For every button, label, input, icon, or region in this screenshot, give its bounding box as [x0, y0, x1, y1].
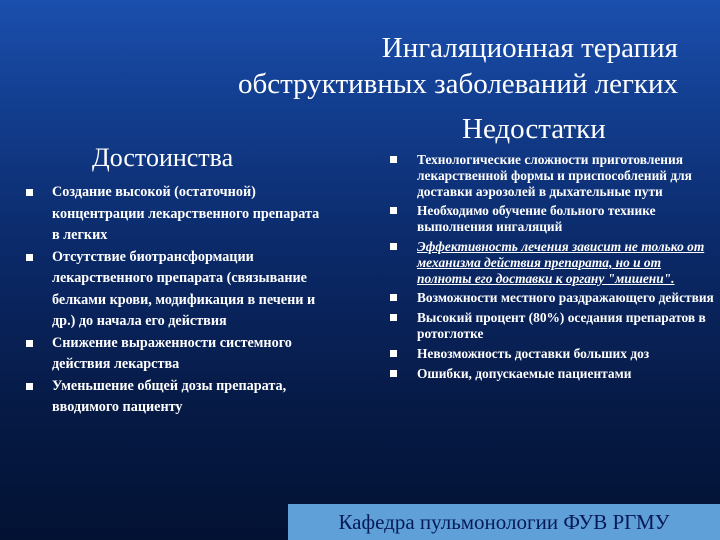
disadvantages-list	[390, 152, 716, 381]
list-item	[390, 366, 716, 382]
slide-title-line1: Ингаляционная терапия	[381, 32, 678, 64]
list-item	[390, 203, 716, 235]
list-item-text: Высокий процент (80%) оседания препаратов в ротоглотке	[417, 310, 706, 341]
list-item-text: Необходимо обучение больного технике выполнения ингаляций	[417, 203, 656, 235]
footer-department: Кафедра пульмонологии ФУВ РГМУ	[288, 504, 720, 540]
square-bullet-icon	[390, 207, 397, 214]
list-item-text: Невозможность доставки больших доз	[417, 345, 650, 361]
square-bullet-icon	[26, 383, 33, 390]
square-bullet-icon	[390, 314, 397, 321]
square-bullet-icon	[390, 350, 397, 357]
list-item	[390, 310, 716, 342]
disadvantages-heading: Недостатки	[462, 113, 606, 145]
list-item	[26, 182, 326, 247]
advantages-list	[26, 182, 326, 419]
square-bullet-icon	[390, 243, 397, 250]
list-item-text: Ошибки, допускаемые пациентами	[417, 365, 632, 381]
list-item-text: Снижение выраженности системного действия лекарства	[52, 334, 292, 372]
square-bullet-icon	[26, 254, 33, 261]
advantages-heading: Достоинства	[92, 143, 234, 172]
list-item	[26, 333, 326, 376]
slide-title-line2: обструктивных заболеваний легких	[238, 68, 678, 100]
list-item	[390, 290, 716, 306]
list-item-text: Создание высокой (остаточной) концентрации лекарственного препарата в легких	[52, 184, 320, 243]
list-item	[390, 152, 716, 199]
list-item-text: Эффективность лечения зависит не только от механизма действия препарата, но и от полноты его доставки к органу "мишени".	[417, 238, 705, 286]
square-bullet-icon	[390, 370, 397, 377]
list-item-text: Уменьшение общей дозы препарата, вводимого пациенту	[52, 377, 287, 415]
square-bullet-icon	[26, 189, 33, 196]
list-item	[26, 247, 326, 333]
square-bullet-icon	[390, 156, 397, 163]
square-bullet-icon	[26, 340, 33, 347]
list-item	[390, 346, 716, 362]
list-item-text: Отсутствие биотрансформации лекарственного препарата (связывание белками крови, модификация в печени и др.) до начала его действия	[52, 248, 316, 329]
list-item	[26, 376, 326, 419]
list-item-text: Возможности местного раздражающего действия	[417, 290, 714, 306]
slide-title	[100, 30, 678, 102]
square-bullet-icon	[390, 294, 397, 301]
list-item	[390, 239, 716, 286]
list-item-text: Технологические сложности приготовления лекарственной формы и приспособлений для доставки аэрозолей в дыхательные пути	[417, 152, 692, 199]
